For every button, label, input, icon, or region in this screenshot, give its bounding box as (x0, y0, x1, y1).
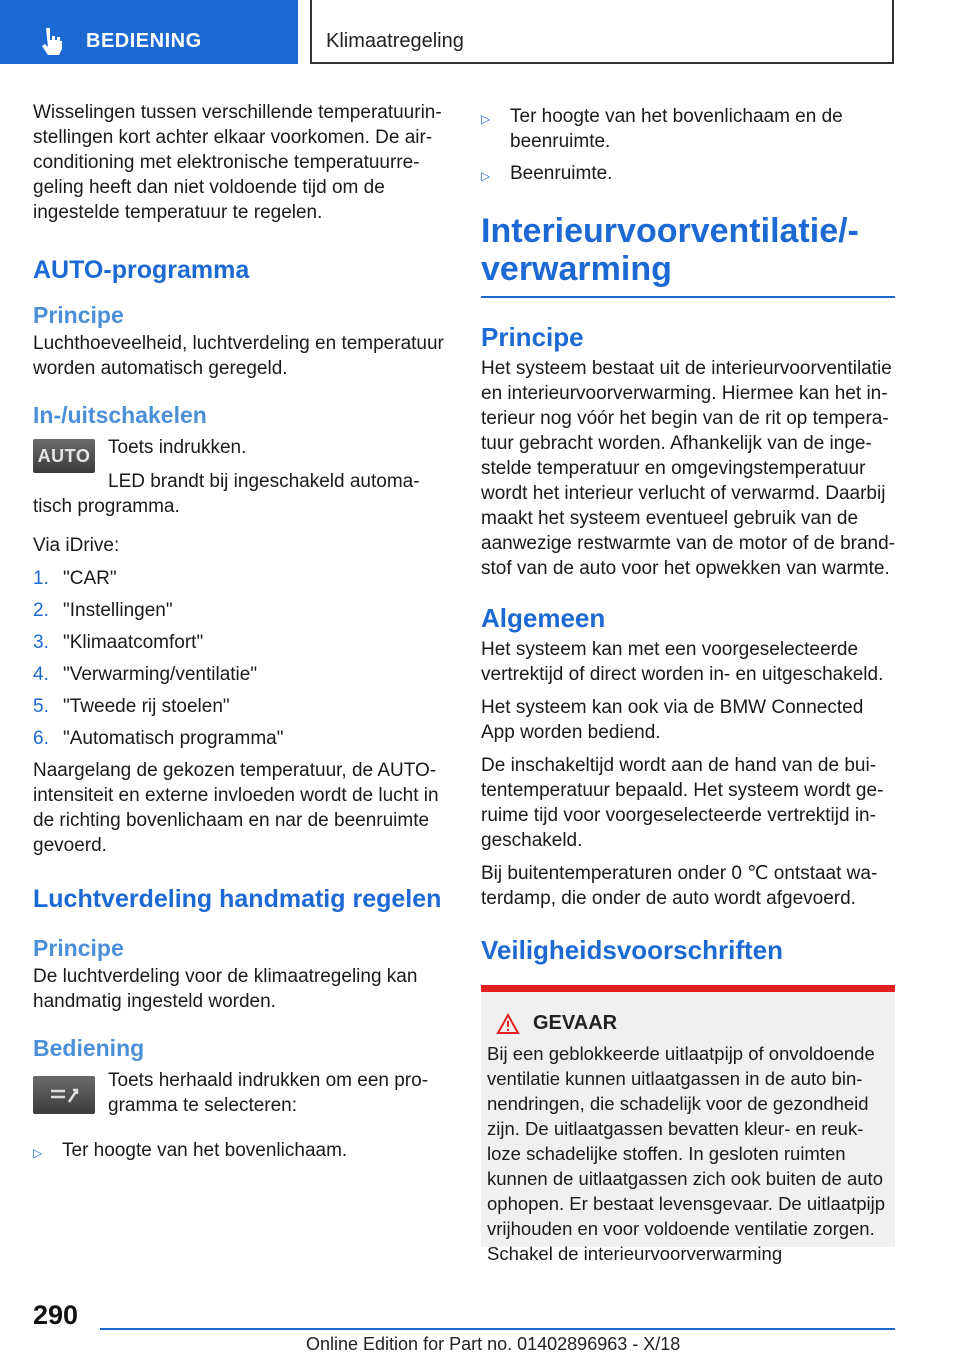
left-column (33, 100, 447, 1170)
principe-heading: Principe (33, 302, 124, 328)
airflow-distribution-icon (47, 1084, 81, 1106)
intro-paragraph: Wisselingen tussen verschillende temperatuurinstellingen kort achter elkaar voorkomen. De airconditioning met elektronische temperatuurregeling heeft dan niet voldoende tijd om de ingestelde temperatuur te regelen. (33, 102, 442, 223)
auto-led-text: LED brandt bij ingeschakeld automatisch programma. (33, 471, 420, 517)
danger-notice (481, 985, 895, 1264)
list-item: 3. "Klimaatcomfort" (33, 632, 204, 653)
list-item: ▷ Beenruimte. (481, 161, 895, 186)
veiligheid-heading: Veiligheidsvoorschriften (481, 935, 783, 965)
section-heading: Interieurvoorventilatie/-verwarming (481, 212, 895, 298)
danger-header (497, 1012, 887, 1035)
page-header (0, 0, 960, 66)
danger-text: Bij een geblokkeerde uitlaatpijp of onvoldoende ventilatie kunnen uitlaatgassen in de auto binnendringen, die schadelijk voor de gezondheid zijn. De uitlaatgassen bevatten kleur- en reukloze schadelijke stoffen. In gesloten ruimten kunnen de uitlaatgassen zich ook buiten de auto ophopen. Er bestaat levensgevaar. De uitlaatpijp vrijhouden en voor voldoende ventilatie zorgen. Schakel de interieurvoorverwarming (487, 1043, 886, 1264)
via-idrive: Via iDrive: (33, 535, 120, 556)
airflow-key-row (33, 1068, 447, 1118)
list-item: 5. "Tweede rij stoelen" (33, 696, 230, 717)
right-column (481, 104, 895, 1264)
algemeen-heading: Algemeen (481, 603, 606, 633)
triangle-bullet-icon: ▷ (481, 169, 491, 183)
principe-text-right: Het systeem bestaat uit de interieurvoorventilatie en interieurvoorverwarming. Hiermee kan het interieur nog vóór het begin van de rit op temperatuur gebracht worden. Afhankelijk van de ingestelde temperatuur en omgevingstemperatuur wordt het interieur verlucht of verwarmd. Daarbij maakt het systeem eventueel gebruik van de aanwezige restwarmte van de motor of de brandstof van de auto voor het opwekken van warmte. (481, 358, 895, 579)
triangle-bullet-icon: ▷ (481, 112, 491, 126)
list-item: ▷ Ter hoogte van het bovenlichaam en de beenruimte. (481, 106, 843, 152)
list-item: 1. "CAR" (33, 568, 117, 589)
list-item: 4. "Verwarming/ventilatie" (33, 664, 258, 685)
bediening-heading: Bediening (33, 1035, 145, 1061)
edition-text: Online Edition for Part no. 01402896963 - X/18 (306, 1334, 681, 1354)
algemeen-p1: Het systeem kan met een voorgeselecteerde vertrektijd of direct worden in- en uitgeschakeld. (481, 639, 884, 685)
list-item: ▷ Ter hoogte van het bovenlichaam. (33, 1138, 447, 1163)
chapter-tab (310, 0, 894, 64)
chapter-label: Klimaatregeling (326, 30, 464, 52)
inuit-heading: In-/uitschakelen (33, 402, 207, 428)
airflow-options-left (33, 1138, 447, 1163)
bediening-text: Toets herhaald indrukken om een programma te selecteren: (108, 1070, 429, 1116)
algemeen-p2: Het systeem kan ook via de BMW Connected App worden bediend. (481, 697, 864, 743)
danger-label: GEVAAR (533, 1012, 618, 1034)
principe-heading-right: Principe (481, 322, 584, 352)
after-steps-text: Naargelang de gekozen temperatuur, de AUTO-intensiteit en externe invloeden wordt de lucht in de richting bovenlichaam en nar de beenruimte gevoerd. (33, 760, 439, 856)
principe2-heading: Principe (33, 935, 124, 961)
footer-divider (100, 1328, 895, 1330)
airflow-options-right (481, 104, 895, 186)
auto-button-icon (33, 439, 95, 473)
auto-key-row (33, 435, 447, 475)
principe-text: Luchthoeveelheid, luchtverdeling en temperatuur worden automatisch geregeld. (33, 333, 444, 379)
hand-pointer-icon (38, 26, 64, 56)
algemeen-p3: De inschakeltijd wordt aan de hand van de buitentemperatuur bepaald. Het systeem wordt geruime tijd voor voorgeselecteerde vertrektijd ingeschakeld. (481, 755, 884, 851)
page-number: 290 (33, 1300, 79, 1330)
warning-triangle-icon (497, 1014, 519, 1034)
algemeen-p4: Bij buitentemperaturen onder 0 ℃ ontstaat waterdamp, die onder de auto wordt afgevoerd. (481, 863, 878, 909)
section-tab (0, 0, 298, 64)
auto-key-label: AUTO (37, 445, 91, 466)
principe2-text: De luchtverdeling voor de klimaatregeling kan handmatig ingesteld worden. (33, 966, 418, 1012)
airflow-button-icon (33, 1076, 95, 1114)
auto-press-text: Toets indrukken. (108, 437, 247, 458)
list-item: 2. "Instellingen" (33, 600, 173, 621)
luchtverdeling-heading: Luchtverdeling handmatig regelen (33, 885, 442, 913)
idrive-steps (33, 566, 447, 751)
section-label: BEDIENING (86, 30, 202, 52)
auto-program-heading: AUTO-programma (33, 256, 250, 284)
list-item: 6. "Automatisch programma" (33, 728, 284, 749)
triangle-bullet-icon: ▷ (33, 1146, 43, 1160)
